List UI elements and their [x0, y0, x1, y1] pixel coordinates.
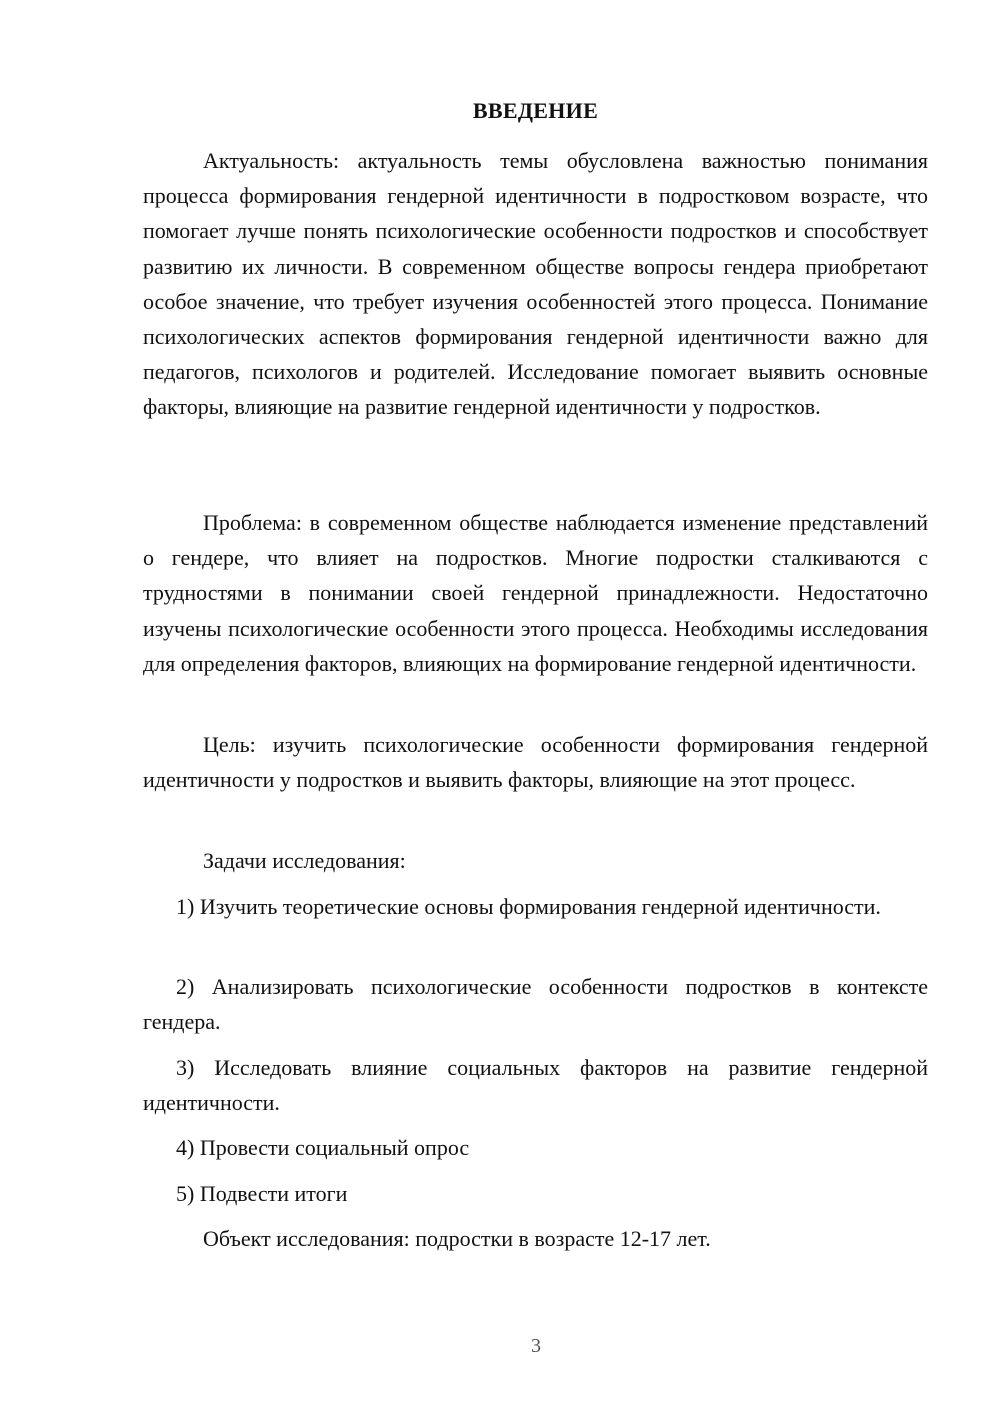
task-item-5: 5) Подвести итоги [176, 1181, 348, 1206]
relevance-paragraph: Актуальность: актуальность темы обусловлена важностью понимания процесса формирования гендерной идентичности в подростковом возрасте, что помогает лучше понять психологические особенности подростков и способствует развитию их личности. В современном обществе вопросы гендера приобретают особое значение, что требует изучения особенностей этого процесса. Понимание психологических аспектов формирования гендерной идентичности важно для педагогов, психологов и родителей. Исследование помогает выявить основные факторы, влияющие на развитие гендерной идентичности у подростков. [143, 148, 928, 420]
section-heading: ВВЕДЕНИЕ [472, 98, 599, 123]
problem-paragraph: Проблема: в современном обществе наблюдается изменение представлений о гендере, что влияет на подростков. Многие подростки сталкиваются с трудностями в понимании своей гендерной принадлежности. Недостаточно изучены психологические особенности этого процесса. Необходимы исследования для определения факторов, влияющих на формирование гендерной идентичности. [143, 510, 928, 676]
object-paragraph: Объект исследования: подростки в возрасте 12-17 лет. [203, 1226, 711, 1251]
page-number: 3 [531, 1335, 541, 1357]
goal-paragraph: Цель: изучить психологические особенности формирования гендерной идентичности у подростков и выявить факторы, влияющие на этот процесс. [143, 732, 928, 793]
task-item-3: 3) Исследовать влияние социальных факторов на развитие гендерной идентичности. [143, 1055, 928, 1116]
task-item-1: 1) Изучить теоретические основы формирования гендерной идентичности. [176, 894, 881, 919]
task-item-2: 2) Анализировать психологические особенности подростков в контексте гендера. [143, 974, 928, 1035]
task-item-4: 4) Провести социальный опрос [176, 1135, 470, 1160]
tasks-title: Задачи исследования: [203, 848, 406, 873]
